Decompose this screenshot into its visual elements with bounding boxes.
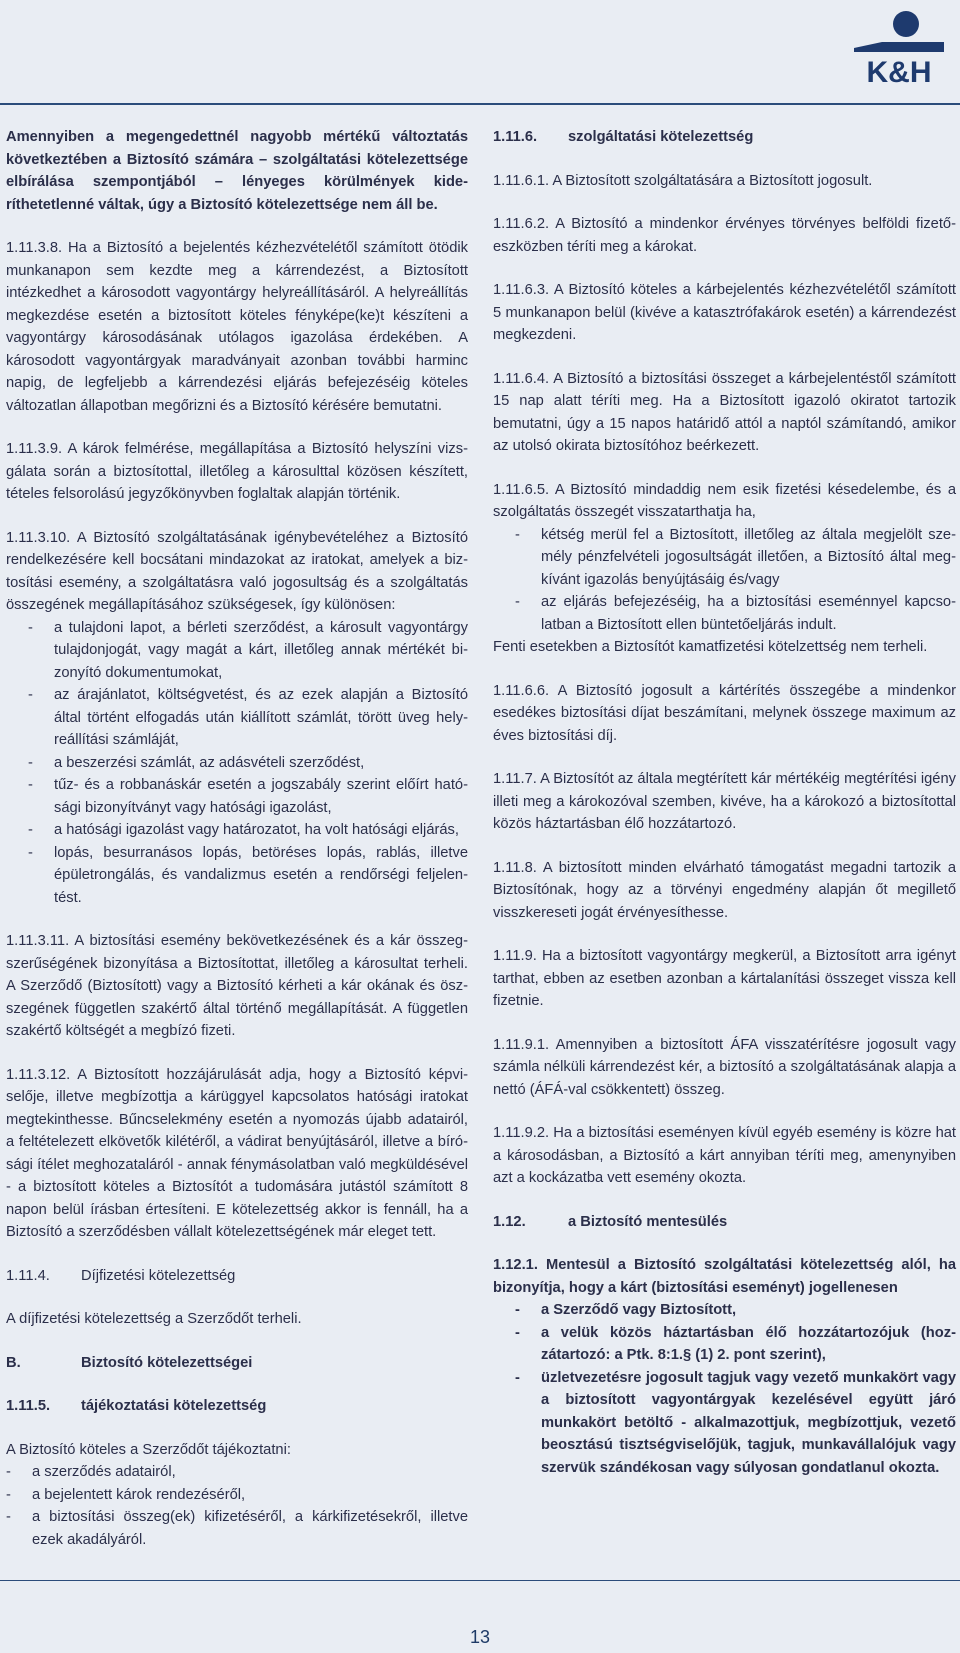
para-1-11-9-1: 1.11.9.1. Amennyiben a biztosított ÁFA visszatérítésre jogosult vagy számla nélküli kárrendezést kér, a biztosító a szolgáltatásának alapja a nettó (ÁFÁ-val csökkentett) összeg.: [493, 1036, 956, 1098]
para-1-12-1: 1.12.1. Mentesül a Biztosító szolgáltatási kötelezettség alól, ha bizonyítja, hogy a kárt (biztosítási eseményt) jogellenesen: [493, 1257, 956, 1296]
list-item: - a szerződés adatairól,: [6, 1464, 176, 1480]
section-heading-1-12: 1.12. a Biztosító mentesülés: [493, 1213, 728, 1230]
para-1-11-6-4: 1.11.6.4. A Biztosító a biztosítási összeget a kárbejelentéstől számított 15 nap alatt téríti meg. Ha a Biztosított igazoló okiratot tartozik bemutatni, úgy a 15 napos határidő attól a naptól számítandó, amikor az utolsó okirata biztosítóhoz beérkezett.: [493, 370, 956, 454]
list-item: - a Szerződő vagy Biztosított,: [515, 1302, 737, 1318]
top-divider: [0, 103, 960, 105]
right-column: [493, 126, 956, 1500]
left-column: [6, 126, 468, 1572]
list-documents: [6, 617, 468, 910]
section-heading-1-11-6: 1.11.6. szolgáltatási kötelezettség: [493, 129, 754, 145]
para-1-11-9-2: 1.11.9.2. Ha a biztosítási eseményen kívül egyéb esemény is közre hat a károsodásban, a Biztosító a kárt annyiban téríti meg, amenynyiben azt a kockázatba vett esemény okozta.: [493, 1125, 956, 1186]
list-item: - a tulajdoni lapot, a bérleti szerződést, a károsult vagyontárgy tulajdonjogát, vagy magát a kárt, illetőleg annak mértékét bizonyító dokumentumokat,: [28, 619, 468, 681]
para-1-11-5: A Biztosító köteles a Szerződőt tájékoztatni:: [6, 1441, 291, 1458]
para-1-11-3-9: 1.11.3.9. A károk felmérése, megállapítása a Biztosító helyszíni vizsgálata során a biztosítottal, illetőleg a károsulttal közösen készített, tételes felsorolású jegyzőkönyvben foglaltak alapján történik.: [6, 441, 468, 502]
list-item: - üzletvezetésre jogosult tagjuk vagy vezető munkakört vagy a biztosított vagyontárgyak kezelésével együtt járó munkakört betöltő - alkalmazottjuk, megbízottjuk, vezető beosztású tisztségviselőjük, tagjuk, munkavállalójuk vagy szervük szándékosan vagy súlyosan gondatlanul okozta.: [515, 1369, 956, 1476]
para-1-11-3-11: 1.11.3.11. A biztosítási esemény bekövetkezésének és a kár összegszerűségének bizonyítása a Biztosítottat, illetőleg a károsultat terheli. A Szerződő (Biztosított) vagy a Biztosító kérheti a kár okának és öszszegének független szakértő által történő megállapítását. A független szakértő költségét a megbízó fizeti.: [6, 933, 468, 1039]
section-heading-b: B. Biztosító kötelezettségei: [6, 1354, 253, 1371]
list-item: - tűz- és a robbanáskár esetén a jogszabály szerint előírt hatósági bizonyítványt vagy hatósági igazolást,: [28, 777, 468, 816]
list-exemptions: [493, 1299, 956, 1479]
para-1-11-4: A díjfizetési kötelezettség a Szerződőt terheli.: [6, 1311, 302, 1327]
list-delay-conditions: [493, 524, 956, 637]
bottom-divider: [0, 1580, 960, 1581]
list-item: - a bejelentett károk rendezéséről,: [6, 1486, 246, 1503]
intro-paragraph: Amennyiben a megengedettnél nagyobb mértékű változtatás következtében a Biztosító számára – szolgáltatási kötelezettsége elbírálása szempontjából – lényeges körülmények kideríthetetlenné váltak, úgy a Biztosító kötelezettsége nem áll be.: [6, 129, 468, 213]
para-1-11-8: 1.11.8. A biztosított minden elvárható támogatást megadni tartozik a Biztosítónak, hogy az a törvényi engedmény alapján őt megillető visszkereseti jogát érvényesíthesse.: [493, 859, 956, 921]
para-1-11-6-5-note: Fenti esetekben a Biztosítót kamatfizetési kötelzettség nem terheli.: [493, 639, 928, 655]
list-information: [6, 1461, 468, 1551]
list-item: - az árajánlatot, költségvetést, és az ezek alapján a Biztosító által történt elfogadás után kiállított számlát, törött üveg helyreállítási számláját,: [28, 687, 468, 748]
list-item: - a velük közös háztartásban élő hozzátartozójuk (hozzátartozó: a Ptk. 8:1.§ (1) 2. pont szerint),: [515, 1324, 956, 1363]
para-1-11-6-2: 1.11.6.2. A Biztosító a mindenkor érvényes törvényes belföldi fizetőeszközben téríti meg a károkat.: [493, 216, 956, 255]
list-item: - kétség merül fel a Biztosított, illetőleg az általa megjelölt személy pénzfelvételi jogosultságát illetően, a Biztosító által megkívánt igazolás benyújtásáig és/vagy: [515, 526, 956, 588]
para-1-11-3-12: 1.11.3.12. A Biztosított hozzájárulását adja, hogy a Biztosító képviselője, illetve megbízottja a kárüggyel kapcsolatos hatósági iratokat megtekinthesse. Bűncselekmény esetén a nyomozás újabb adatairól, a feltételezett elkövetők kilétéről, a vádirat benyújtásáról, illetve a bírósági ítélet meghozataláról - annak fénymásolatban való megküldésével - a biztosított köteles a Biztosítót a tudomására jutástól számított 8 napon belül írásban értesíteni. E kötelezettség akkor is fennáll, ha a Biztosító a szerződésben vállalt kötelezettségének már eleget tett.: [6, 1066, 468, 1240]
para-1-11-6-5: 1.11.6.5. A Biztosító mindaddig nem esik fizetési késedelembe, és a szolgáltatás összegét visszatarthatja ha,: [493, 481, 956, 520]
para-1-11-6-3: 1.11.6.3. A Biztosító köteles a kárbejelentés kézhezvételétől számított 5 munkanapon belül (kivéve a katasztrófakárok esetén) a kárrendezést megkezdeni.: [493, 282, 956, 343]
section-heading-1-11-5: 1.11.5. tájékoztatási kötelezettség: [6, 1398, 267, 1414]
para-1-11-3-10: 1.11.3.10. A Biztosító szolgáltatásának igénybevételéhez a Biztosító rendelkezésére kell bocsátani mindazokat az iratokat, amelyek a biztosítási esemény, a szolgáltatásra való jogosultság és a szolgáltatás összegének megállapításához szükségesek, így különösen:: [6, 529, 468, 613]
para-1-11-3-8: 1.11.3.8. Ha a Biztosító a bejelentés kézhezvételétől számított ötödik munkanapon sem kezdte meg a kárrendezést, a Biztosított intézkedhet a károsodott vagyontárgy helyreállításáról. A helyreállítás megkezdése esetén a biztosított köteles fényképe(ke)t készíteni a vagyontárgy károsodásának utólagos igazolása érdekében. A károsodott vagyontárgyak maradványait azonban további harminc napig, de legfeljebb a kárrendezési eljárás befejezéséig köteles változatlan állapotban megőrizni és a Biztosító kérésére bemutatni.: [6, 240, 468, 414]
list-item: - lopás, besurranásos lopás, betöréses lopás, rablás, illetve épületrongálás, és vandalizmus esetén a rendőrségi feljelentést.: [28, 844, 468, 906]
page-number: 13: [469, 1627, 491, 1647]
para-1-11-7: 1.11.7. A Biztosítót az általa megtérített kár mértékéig megtérítési igény illeti meg a károkozóval szemben, kivéve, ha a károkozó a biztosítottal közös háztartásban élő hozzátartozó.: [493, 771, 956, 832]
section-heading-1-11-4: 1.11.4. Díjfizetési kötelezettség: [6, 1267, 236, 1284]
list-item: - a beszerzési számlát, az adásvételi szerződést,: [28, 754, 365, 771]
kh-logo: [842, 6, 952, 88]
list-item: - a hatósági igazolást vagy határozatot, ha volt hatósági eljárás,: [28, 822, 459, 838]
list-item: - az eljárás befejezéséig, ha a biztosítási eseménnyel kapcsolatban a Biztosított ellen büntetőeljárás indult.: [515, 594, 956, 633]
list-item: - a biztosítási összeg(ek) kifizetéséről, a kárkifizetésekről, illetve ezek akadályáról.: [6, 1509, 468, 1548]
para-1-11-6-1: 1.11.6.1. A Biztosított szolgáltatására a Biztosított jogosult.: [493, 172, 873, 189]
logo-text: K&H: [866, 56, 932, 88]
para-1-11-9: 1.11.9. Ha a biztosított vagyontárgy megkerül, a Biztosított arra igényt tarthat, ebben az esetben azonban a kártalanítási összeget vissza kell fizetnie.: [493, 948, 956, 1009]
para-1-11-6-6: 1.11.6.6. A Biztosító jogosult a kártérítés összegébe a mindenkor esedékes biztosítási díjat beszámítani, melynek összege maximum az éves biztosítási díj.: [493, 682, 956, 744]
